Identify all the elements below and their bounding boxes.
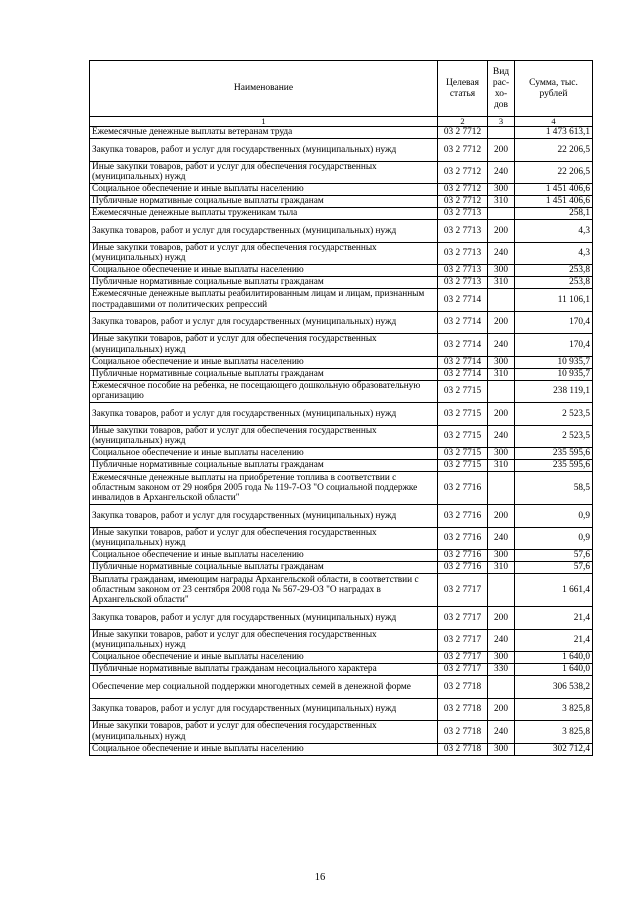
row-target-article: 03 2 7718 xyxy=(438,743,488,755)
row-target-article: 03 2 7712 xyxy=(438,161,488,184)
column-number: 2 xyxy=(438,117,488,127)
column-number: 1 xyxy=(90,117,438,127)
row-name: Закупка товаров, работ и услуг для государственных (муниципальных) нужд xyxy=(90,220,438,243)
row-name: Публичные нормативные выплаты гражданам несоциального характера xyxy=(90,664,438,676)
row-target-article: 03 2 7714 xyxy=(438,311,488,334)
row-target-article: 03 2 7712 xyxy=(438,196,488,208)
row-amount: 1 640,0 xyxy=(515,652,593,664)
row-target-article: 03 2 7713 xyxy=(438,220,488,243)
row-expense-type: 300 xyxy=(488,652,515,664)
table-row xyxy=(90,403,593,426)
table-row xyxy=(90,311,593,334)
row-name: Иные закупки товаров, работ и услуг для обеспечения государственных (муниципальных) нужд xyxy=(90,161,438,184)
row-target-article: 03 2 7717 xyxy=(438,664,488,676)
table-row xyxy=(90,368,593,380)
row-name: Закупка товаров, работ и услуг для государственных (муниципальных) нужд xyxy=(90,403,438,426)
row-name: Публичные нормативные социальные выплаты гражданам xyxy=(90,196,438,208)
table-row xyxy=(90,277,593,289)
row-name: Закупка товаров, работ и услуг для государственных (муниципальных) нужд xyxy=(90,607,438,630)
row-amount: 1 640,0 xyxy=(515,664,593,676)
table-row xyxy=(90,652,593,664)
table-row xyxy=(90,550,593,562)
table-row xyxy=(90,425,593,448)
row-amount: 1 661,4 xyxy=(515,574,593,607)
row-target-article: 03 2 7713 xyxy=(438,242,488,265)
row-name: Иные закупки товаров, работ и услуг для обеспечения государственных (муниципальных) нужд xyxy=(90,334,438,357)
row-amount: 235 595,6 xyxy=(515,448,593,460)
row-name: Социальное обеспечение и иные выплаты населению xyxy=(90,448,438,460)
table-row xyxy=(90,607,593,630)
header-row xyxy=(90,61,593,117)
table-row xyxy=(90,184,593,196)
row-target-article: 03 2 7715 xyxy=(438,380,488,403)
row-amount: 258,1 xyxy=(515,208,593,220)
header-name: Наименование xyxy=(90,61,438,117)
row-target-article: 03 2 7717 xyxy=(438,629,488,652)
row-amount: 0,9 xyxy=(515,527,593,550)
row-expense-type: 240 xyxy=(488,629,515,652)
row-amount: 1 473 613,1 xyxy=(515,127,593,139)
table-row xyxy=(90,574,593,607)
row-target-article: 03 2 7715 xyxy=(438,403,488,426)
row-expense-type: 200 xyxy=(488,403,515,426)
row-name: Ежемесячное пособие на ребенка, не посещающего дошкольную образовательную организацию xyxy=(90,380,438,403)
row-expense-type: 300 xyxy=(488,184,515,196)
table-row xyxy=(90,196,593,208)
row-target-article: 03 2 7714 xyxy=(438,356,488,368)
row-amount: 10 935,7 xyxy=(515,368,593,380)
row-expense-type: 240 xyxy=(488,161,515,184)
row-expense-type: 310 xyxy=(488,277,515,289)
row-target-article: 03 2 7713 xyxy=(438,265,488,277)
row-amount: 170,4 xyxy=(515,334,593,357)
row-expense-type: 200 xyxy=(488,505,515,528)
row-amount: 58,5 xyxy=(515,472,593,505)
row-amount: 22 206,5 xyxy=(515,139,593,162)
row-expense-type: 200 xyxy=(488,698,515,721)
header-amount: Сумма, тыс. рублей xyxy=(515,61,593,117)
row-expense-type: 330 xyxy=(488,664,515,676)
row-expense-type xyxy=(488,208,515,220)
row-expense-type: 240 xyxy=(488,334,515,357)
row-amount: 253,8 xyxy=(515,265,593,277)
row-expense-type: 300 xyxy=(488,743,515,755)
row-target-article: 03 2 7718 xyxy=(438,698,488,721)
row-expense-type xyxy=(488,127,515,139)
row-target-article: 03 2 7713 xyxy=(438,277,488,289)
column-number: 3 xyxy=(488,117,515,127)
row-expense-type: 240 xyxy=(488,527,515,550)
row-expense-type: 240 xyxy=(488,721,515,744)
row-target-article: 03 2 7716 xyxy=(438,562,488,574)
row-name: Социальное обеспечение и иные выплаты населению xyxy=(90,356,438,368)
page-number: 16 xyxy=(314,872,326,883)
table-row xyxy=(90,676,593,699)
row-name: Закупка товаров, работ и услуг для государственных (муниципальных) нужд xyxy=(90,505,438,528)
row-name: Ежемесячные денежные выплаты ветеранам труда xyxy=(90,127,438,139)
row-expense-type: 240 xyxy=(488,242,515,265)
table-row xyxy=(90,220,593,243)
row-target-article: 03 2 7718 xyxy=(438,676,488,699)
row-amount: 11 106,1 xyxy=(515,289,593,312)
table-row xyxy=(90,448,593,460)
row-target-article: 03 2 7715 xyxy=(438,448,488,460)
row-name: Публичные нормативные социальные выплаты гражданам xyxy=(90,460,438,472)
table-row xyxy=(90,139,593,162)
row-target-article: 03 2 7717 xyxy=(438,652,488,664)
row-name: Иные закупки товаров, работ и услуг для обеспечения государственных (муниципальных) нужд xyxy=(90,527,438,550)
row-amount: 2 523,5 xyxy=(515,403,593,426)
row-amount: 22 206,5 xyxy=(515,161,593,184)
row-amount: 306 538,2 xyxy=(515,676,593,699)
row-name: Публичные нормативные социальные выплаты гражданам xyxy=(90,277,438,289)
row-amount: 3 825,8 xyxy=(515,721,593,744)
table-row xyxy=(90,265,593,277)
row-amount: 57,6 xyxy=(515,562,593,574)
row-name: Закупка товаров, работ и услуг для государственных (муниципальных) нужд xyxy=(90,698,438,721)
row-amount: 302 712,4 xyxy=(515,743,593,755)
row-target-article: 03 2 7716 xyxy=(438,550,488,562)
row-name: Социальное обеспечение и иные выплаты населению xyxy=(90,652,438,664)
row-amount: 4,3 xyxy=(515,242,593,265)
row-amount: 57,6 xyxy=(515,550,593,562)
budget-table xyxy=(89,60,593,756)
row-target-article: 03 2 7717 xyxy=(438,574,488,607)
row-target-article: 03 2 7712 xyxy=(438,184,488,196)
table-row xyxy=(90,380,593,403)
row-expense-type: 200 xyxy=(488,607,515,630)
row-name: Иные закупки товаров, работ и услуг для обеспечения государственных (муниципальных) нужд xyxy=(90,425,438,448)
row-name: Публичные нормативные социальные выплаты гражданам xyxy=(90,562,438,574)
row-amount: 170,4 xyxy=(515,311,593,334)
row-expense-type: 310 xyxy=(488,460,515,472)
table-row xyxy=(90,127,593,139)
row-expense-type: 310 xyxy=(488,562,515,574)
row-amount: 1 451 406,6 xyxy=(515,184,593,196)
table-row xyxy=(90,721,593,744)
table-row xyxy=(90,505,593,528)
table-row xyxy=(90,698,593,721)
row-name: Выплаты гражданам, имеющим награды Архангельской области, в соответствии с областным законом от 23 сентября 2008 года № 567-29-ОЗ "О наградах в Архангельской области" xyxy=(90,574,438,607)
row-expense-type: 240 xyxy=(488,425,515,448)
row-name: Обеспечение мер социальной поддержки многодетных семей в денежной форме xyxy=(90,676,438,699)
row-amount: 1 451 406,6 xyxy=(515,196,593,208)
row-target-article: 03 2 7714 xyxy=(438,289,488,312)
row-expense-type: 200 xyxy=(488,311,515,334)
row-name: Иные закупки товаров, работ и услуг для обеспечения государственных (муниципальных) нужд xyxy=(90,629,438,652)
row-name: Ежемесячные денежные выплаты реабилитированным лицам и лицам, признанным пострадавшими от политических репрессий xyxy=(90,289,438,312)
table-row xyxy=(90,334,593,357)
row-amount: 10 935,7 xyxy=(515,356,593,368)
row-target-article: 03 2 7717 xyxy=(438,607,488,630)
row-target-article: 03 2 7715 xyxy=(438,460,488,472)
row-name: Публичные нормативные социальные выплаты гражданам xyxy=(90,368,438,380)
row-target-article: 03 2 7714 xyxy=(438,368,488,380)
row-expense-type: 300 xyxy=(488,550,515,562)
row-expense-type: 310 xyxy=(488,196,515,208)
row-target-article: 03 2 7716 xyxy=(438,472,488,505)
row-expense-type xyxy=(488,380,515,403)
table-row xyxy=(90,743,593,755)
table-row xyxy=(90,527,593,550)
table-row xyxy=(90,242,593,265)
row-expense-type: 300 xyxy=(488,448,515,460)
row-amount: 4,3 xyxy=(515,220,593,243)
row-name: Закупка товаров, работ и услуг для государственных (муниципальных) нужд xyxy=(90,139,438,162)
row-name: Ежемесячные денежные выплаты труженикам тыла xyxy=(90,208,438,220)
row-amount: 253,8 xyxy=(515,277,593,289)
column-number-row xyxy=(90,117,593,127)
row-expense-type xyxy=(488,676,515,699)
row-target-article: 03 2 7716 xyxy=(438,505,488,528)
table-row xyxy=(90,472,593,505)
row-expense-type: 300 xyxy=(488,356,515,368)
row-target-article: 03 2 7713 xyxy=(438,208,488,220)
row-amount: 21,4 xyxy=(515,607,593,630)
table-row xyxy=(90,356,593,368)
table-row xyxy=(90,289,593,312)
row-amount: 2 523,5 xyxy=(515,425,593,448)
row-amount: 238 119,1 xyxy=(515,380,593,403)
row-name: Иные закупки товаров, работ и услуг для обеспечения государственных (муниципальных) нужд xyxy=(90,721,438,744)
row-amount: 0,9 xyxy=(515,505,593,528)
row-target-article: 03 2 7718 xyxy=(438,721,488,744)
header-expense-type: Вид рас- хо- дов xyxy=(488,61,515,117)
row-name: Социальное обеспечение и иные выплаты населению xyxy=(90,550,438,562)
row-expense-type xyxy=(488,289,515,312)
table-row xyxy=(90,460,593,472)
row-expense-type: 200 xyxy=(488,220,515,243)
row-expense-type: 200 xyxy=(488,139,515,162)
row-target-article: 03 2 7716 xyxy=(438,527,488,550)
table-row xyxy=(90,161,593,184)
header-target-article: Целевая статья xyxy=(438,61,488,117)
row-name: Социальное обеспечение и иные выплаты населению xyxy=(90,184,438,196)
row-target-article: 03 2 7715 xyxy=(438,425,488,448)
table-row xyxy=(90,208,593,220)
row-name: Иные закупки товаров, работ и услуг для обеспечения государственных (муниципальных) нужд xyxy=(90,242,438,265)
row-expense-type: 310 xyxy=(488,368,515,380)
row-amount: 3 825,8 xyxy=(515,698,593,721)
row-amount: 21,4 xyxy=(515,629,593,652)
row-name: Социальное обеспечение и иные выплаты населению xyxy=(90,265,438,277)
row-target-article: 03 2 7712 xyxy=(438,127,488,139)
row-target-article: 03 2 7714 xyxy=(438,334,488,357)
row-target-article: 03 2 7712 xyxy=(438,139,488,162)
row-name: Ежемесячные денежные выплаты на приобретение топлива в соответствии с областным законом от 29 ноября 2005 года № 119-7-ОЗ "О социальной поддержке инвалидов в Архангельской области" xyxy=(90,472,438,505)
row-expense-type: 300 xyxy=(488,265,515,277)
column-number: 4 xyxy=(515,117,593,127)
row-name: Закупка товаров, работ и услуг для государственных (муниципальных) нужд xyxy=(90,311,438,334)
row-amount: 235 595,6 xyxy=(515,460,593,472)
table-row xyxy=(90,664,593,676)
table-row xyxy=(90,562,593,574)
row-expense-type xyxy=(488,472,515,505)
table-row xyxy=(90,629,593,652)
row-name: Социальное обеспечение и иные выплаты населению xyxy=(90,743,438,755)
row-expense-type xyxy=(488,574,515,607)
